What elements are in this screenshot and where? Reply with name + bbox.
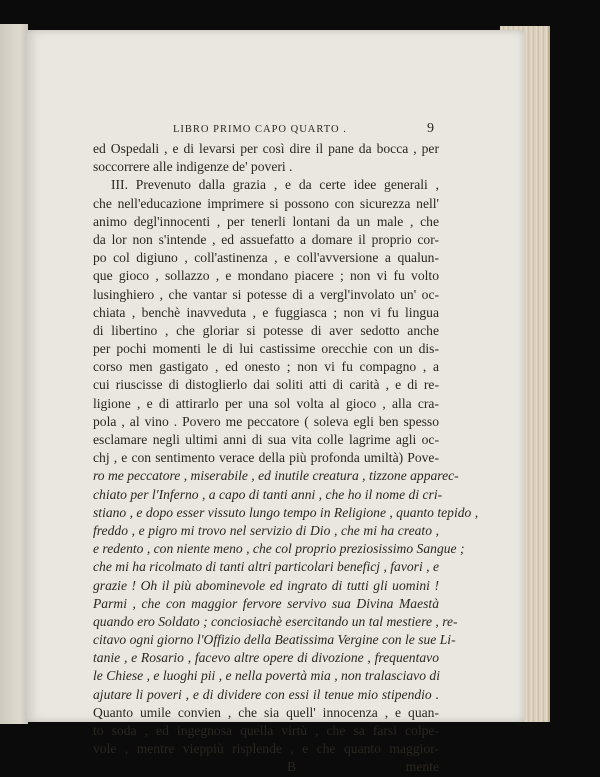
text-line: to soda , ed ingegnosa quella virtù , che sa farsi colpe- [93, 723, 439, 738]
text-line: que gioco , sollazzo , e mondano piacere ; non vi fu volto [93, 268, 439, 284]
text-line: e redento , con niente meno , che col proprio preziosissimo Sangue ; [93, 541, 465, 557]
text-line: animo degl'innocenti , per tenerli lontani da un male , che [93, 213, 439, 229]
text-line: Quanto umile convien , che sia quell' innocenza , e quan- [93, 704, 439, 720]
text-line: grazie ! Oh il più abominevole ed ingrato di tutti gli uomini ! [93, 577, 439, 593]
body-text [93, 140, 479, 758]
text-line: chiato per l'Inferno , a capo di tanti anni , che ho il nome di cri- [93, 486, 443, 502]
text-line: ro me peccatore , miserabile , ed inutile creatura , tizzone apparec- [93, 468, 459, 484]
text-line: ajutare li poveri , e di dividere con essi il tenue mio stipendio . [93, 686, 439, 702]
running-head-title: LIBRO PRIMO CAPO QUARTO . [173, 124, 347, 135]
book-page [26, 30, 524, 775]
text-line: da lor non s'intende , ed assuefatto a domare il proprio cor- [93, 231, 439, 247]
text-line: po col digiuno , coll'astinenza , e coll'avversione a qualun- [93, 250, 439, 266]
signature-mark: B [287, 759, 297, 775]
text-line: III. Prevenuto dalla grazia , e da certe idee generali , [111, 177, 439, 193]
catchword: mente [405, 759, 439, 775]
text-block [93, 121, 479, 777]
text-line: le Chiese , e luoghi pii , e nella povertà mia , non tralasciavo di [93, 668, 440, 684]
text-line: quando ero Soldato ; conciosiachè esercitando un tal mestiere , re- [93, 613, 458, 629]
text-line: chj , e con sentimento verace della più profonda umiltà) Pove- [93, 450, 439, 466]
text-line: cui riuscisse di distoglierlo dai soliti atti di carità , e di re- [93, 377, 439, 393]
text-line: vole , mentre vieppiù risplende , e che quanto maggior- [93, 741, 439, 757]
page-footer [93, 759, 439, 777]
running-head [93, 122, 439, 138]
text-line: che nell'educazione imprimere si possono con sicurezza nell' [93, 195, 439, 211]
text-line: corso men gastigato , ed onesto ; non vi fu compagno , a [93, 359, 439, 375]
text-line: lusinghiero , che vantar si potesse di a vergl'involato un' oc- [93, 286, 439, 302]
text-line: Parmi , che con maggior fervore servivo sua Divina Maestà [93, 595, 439, 611]
text-line: esclamare negli ultimi anni di sua vita colle lagrime agli oc- [93, 432, 439, 447]
page-number: 9 [427, 121, 435, 136]
text-line: di libertino , che gloriar si potesse di aver sedotto anche [93, 322, 439, 338]
text-line: ed Ospedali , e di levarsi per così dire il pane da bocca , per [93, 141, 439, 156]
facing-page-edge [0, 24, 28, 724]
text-line: per pochi momenti le di lui castissime orecchie con un dis- [93, 341, 439, 357]
text-line: citavo ogni giorno l'Offizio della Beatissima Vergine con le sue Li- [93, 632, 456, 648]
text-line: stiano , e dopo esser vissuto lungo tempo in Religione , quanto tepido , [93, 504, 479, 520]
text-line: pola , al vino . Povero me peccatore ( soleva egli ben spesso [93, 413, 439, 429]
text-line: ligione , e di attirarlo per una sol volta al gioco , alla cra- [93, 395, 439, 411]
text-line: soccorrere alle indigenze de' poveri . [93, 159, 293, 175]
text-line: chiata , benchè inavveduta , e fuggiasca ; non vi fu lingua [93, 304, 439, 320]
text-line: freddo , e pigro mi trovo nel servizio di Dio , che mi ha creato , [93, 522, 439, 538]
text-line: che mi ha ricolmato di tanti altri particolari beneficj , favori , e [93, 559, 439, 575]
text-line: tanie , e Rosario , facevo altre opere di divozione , frequentavo [93, 650, 439, 666]
